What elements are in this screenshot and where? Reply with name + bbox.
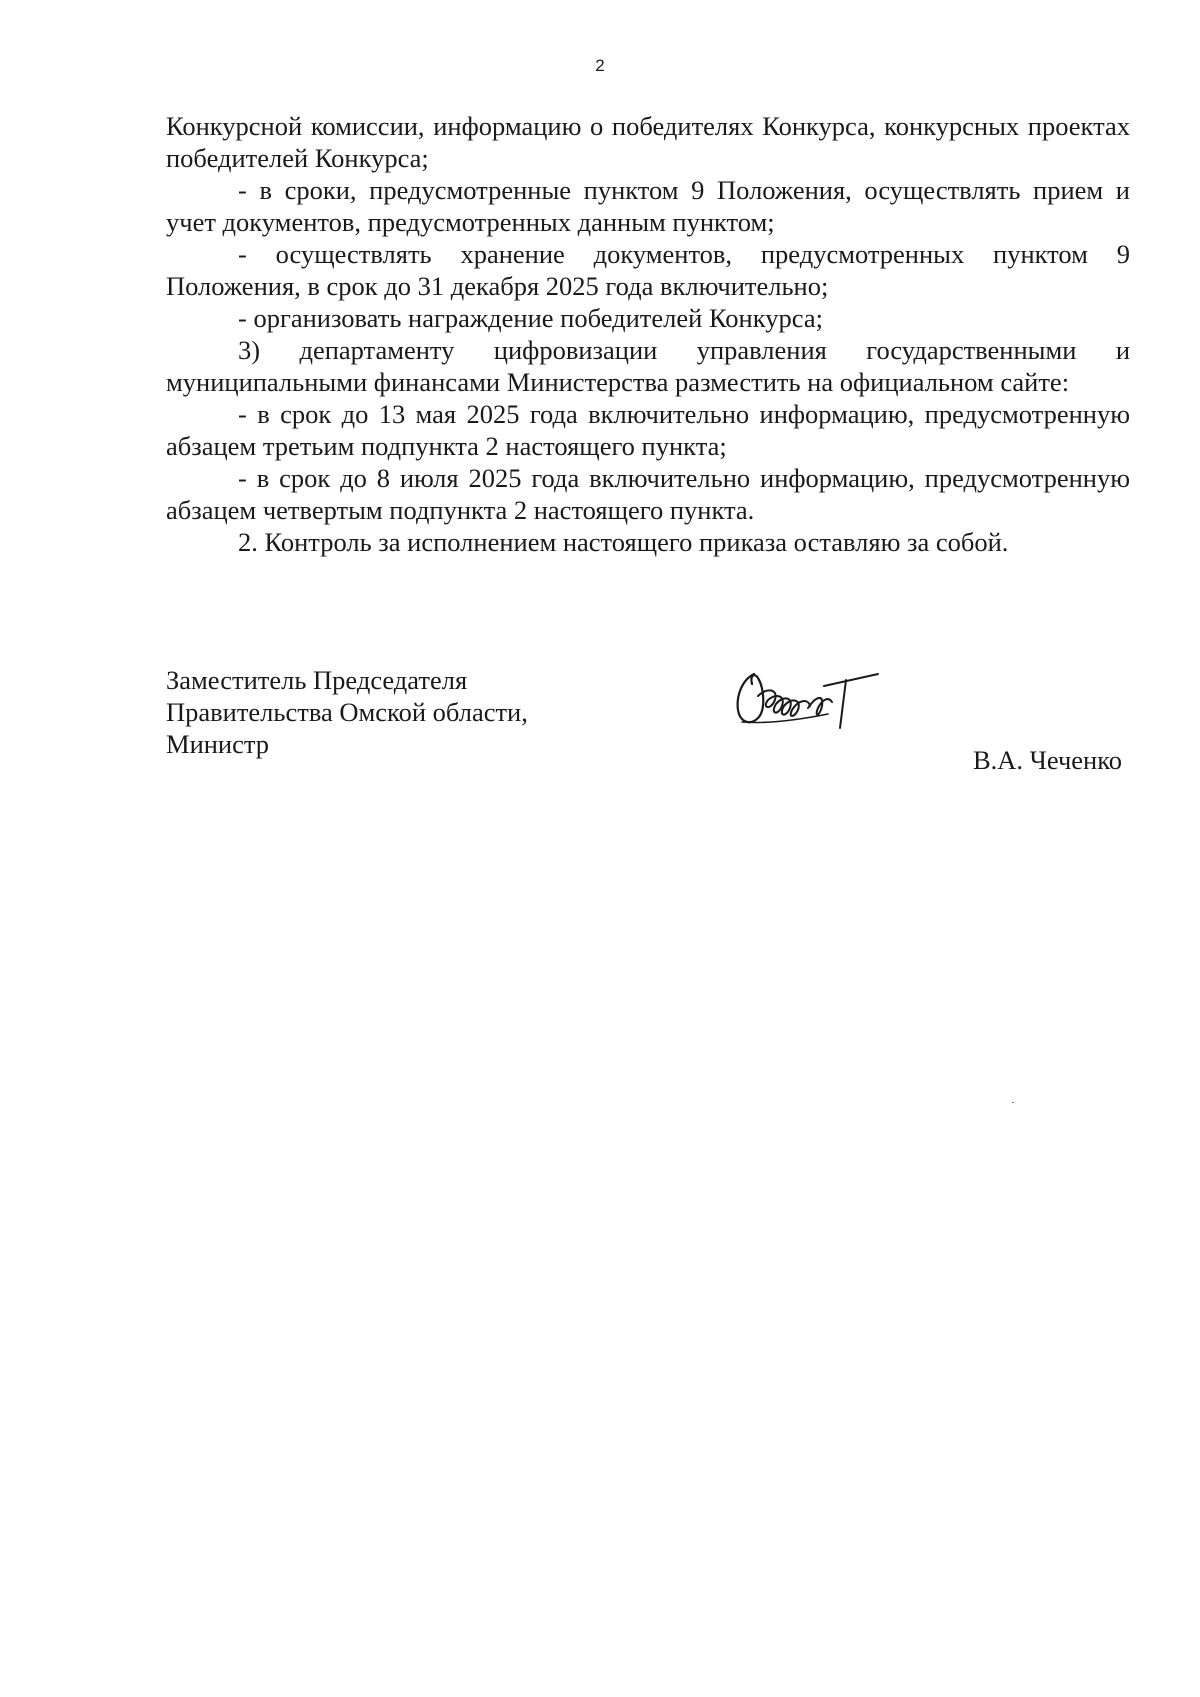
signer-position-line: Заместитель Председателя [166,665,468,695]
handwritten-signature [728,666,888,736]
paragraph-deadline-july: - в срок до 8 июля 2025 года включительно информацию, предусмотренную абзацем четвертым подпункта 2 настоящего пункта. [166,463,1130,525]
paragraph-awarding: - организовать награждение победителей Конкурса; [238,303,823,333]
paragraph-document-storage: - осуществлять хранение документов, предусмотренных пунктом 9 Положения, в срок до 31 декабря 2025 года включительно; [166,239,1130,301]
signer-position-line: Министр [166,729,270,759]
signer-name: В.А. Чеченко [972,745,1122,775]
paragraph-control-clause: 2. Контроль за исполнением настоящего приказа оставляю за собой. [238,527,1009,557]
document-body [166,110,1130,558]
signature-block [166,664,1130,784]
paragraph-digitalization-department: 3) департаменту цифровизации управления государственными и муниципальными финансами Министерства разместить на официальном сайте: [166,335,1130,397]
signer-position [166,664,528,760]
signer-position-line: Правительства Омской области, [166,697,528,727]
scan-speck [1012,1102,1014,1103]
paragraph-commission-info: Конкурсной комиссии, информацию о победителях Конкурса, конкурсных проектах победителей Конкурса; [166,111,1130,173]
paragraph-deadline-may: - в срок до 13 мая 2025 года включительно информацию, предусмотренную абзацем третьим подпункта 2 настоящего пункта; [166,399,1130,461]
page-number: 2 [595,56,605,75]
paragraph-document-intake: - в сроки, предусмотренные пунктом 9 Положения, осуществлять прием и учет документов, предусмотренных данным пунктом; [166,175,1130,237]
